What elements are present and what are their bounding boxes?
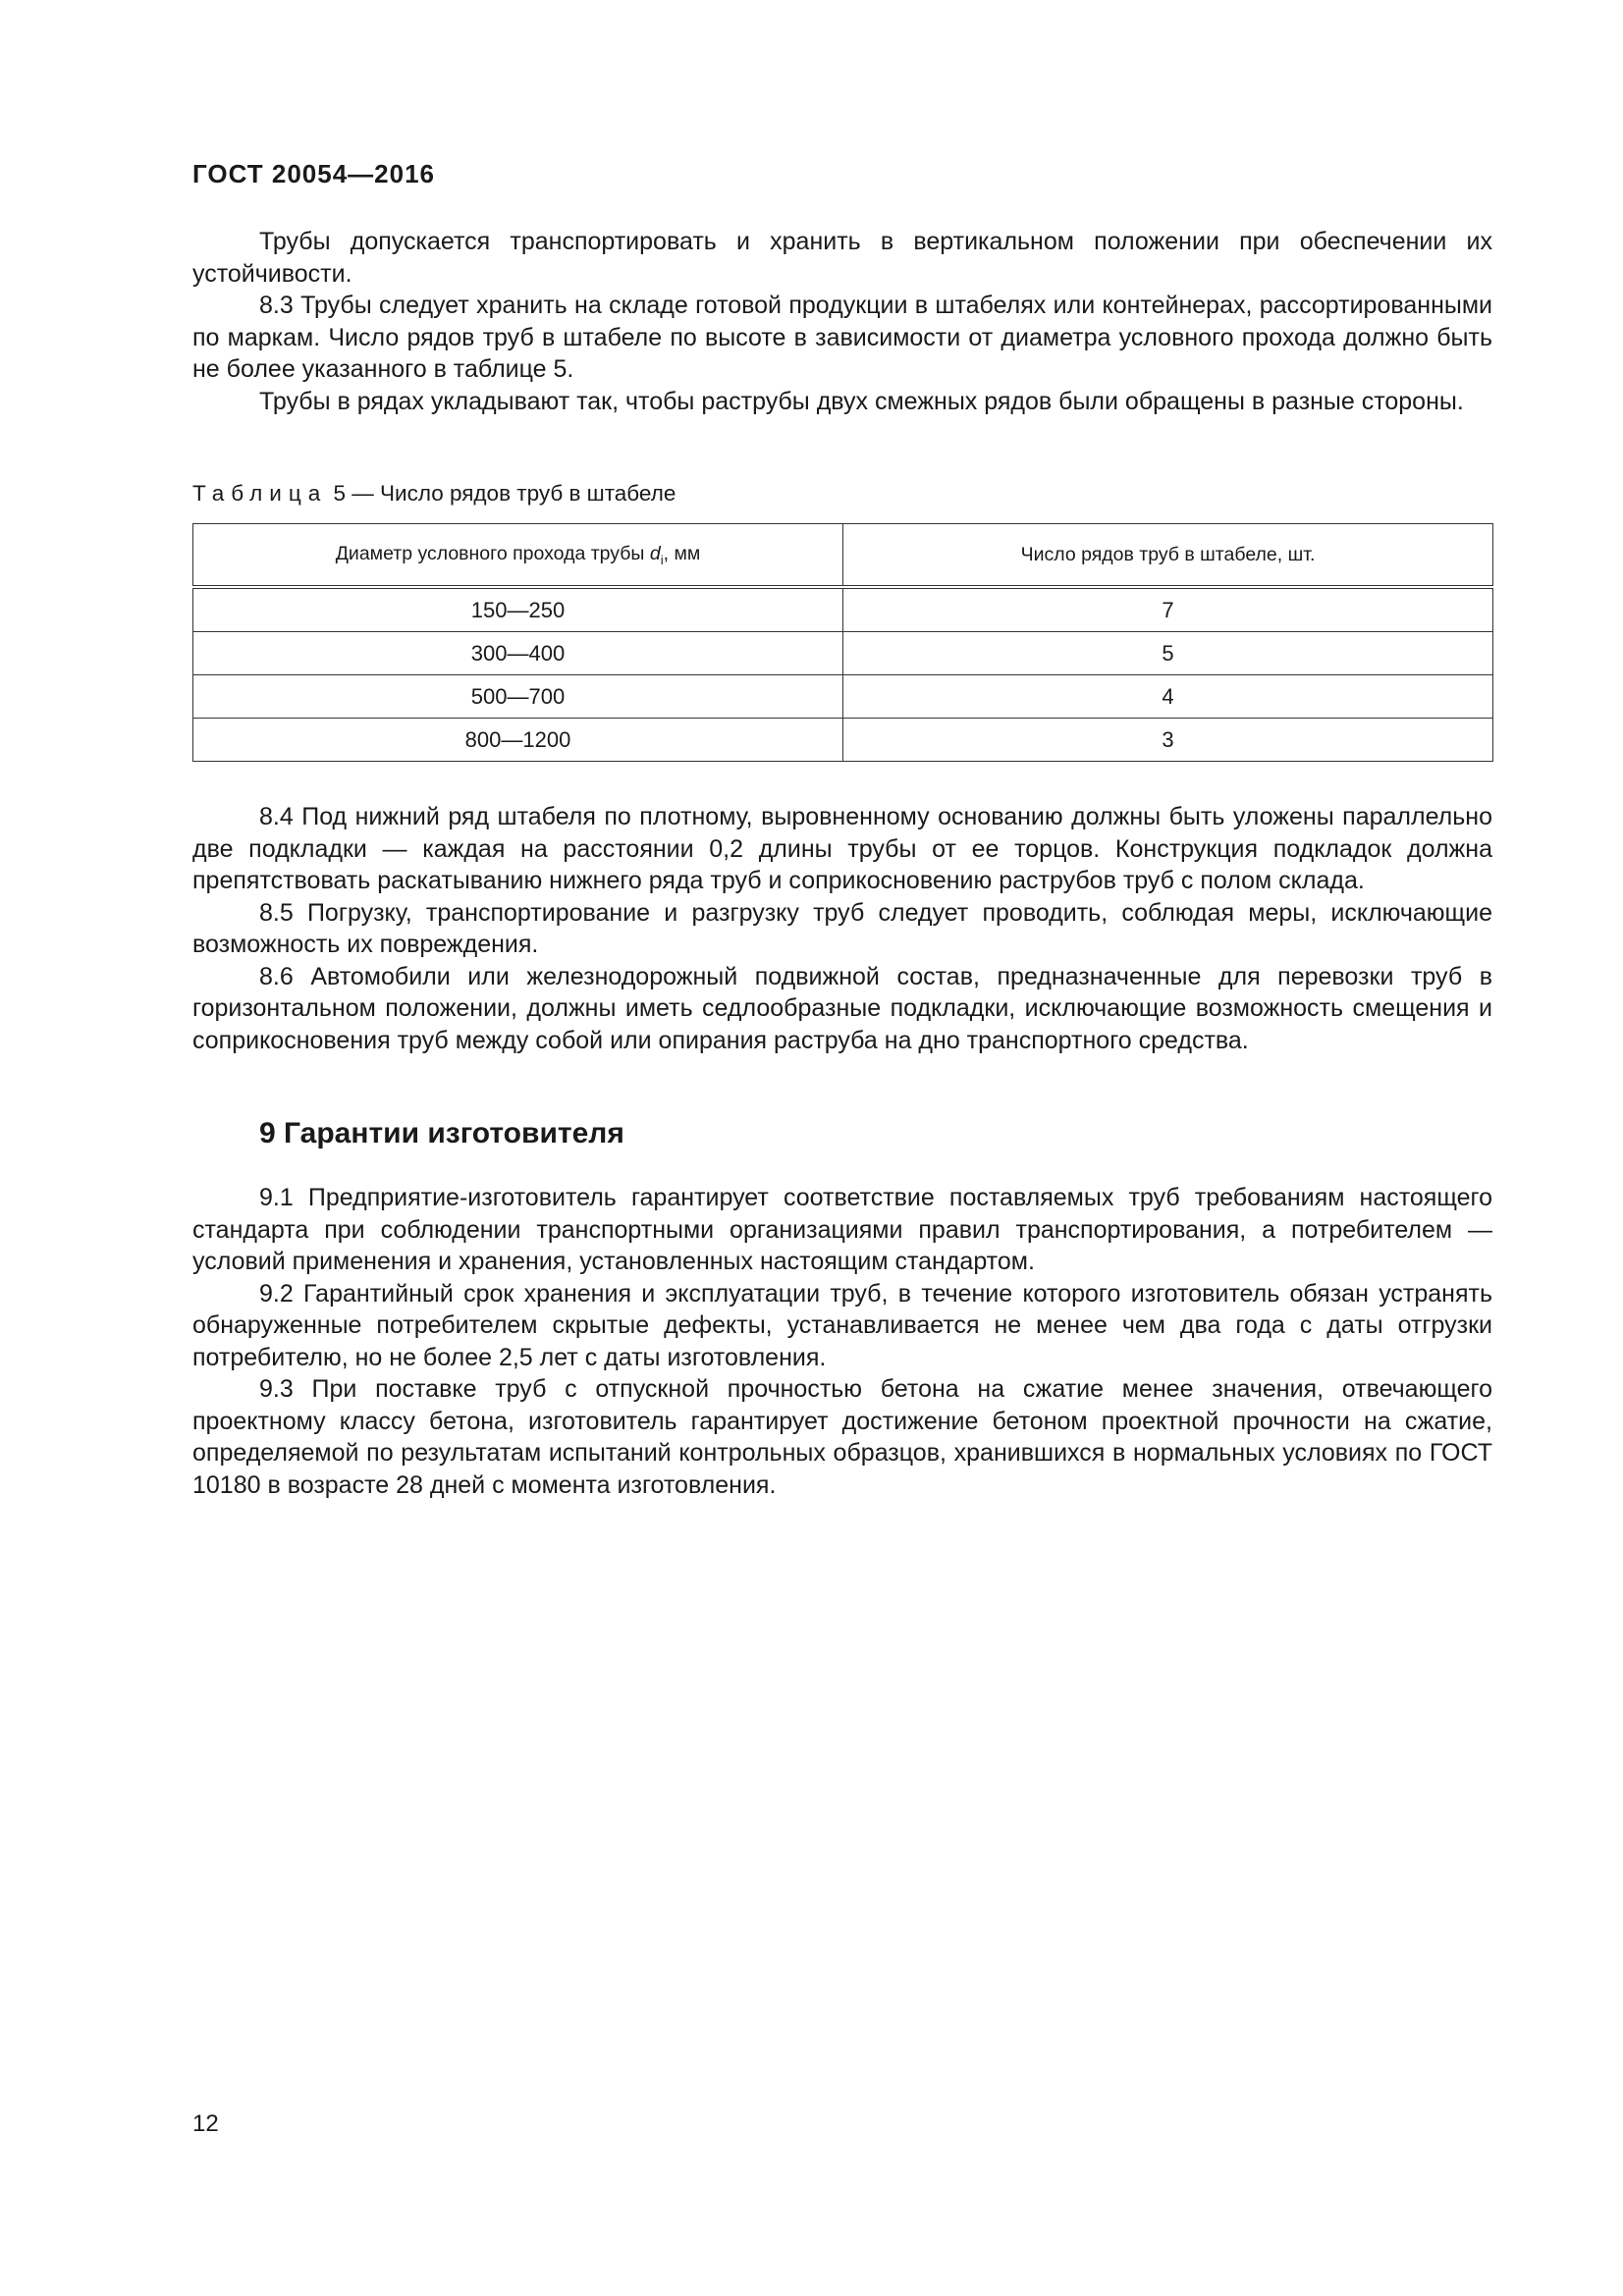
table-header-row <box>193 524 1493 588</box>
cell-diameter: 150—250 <box>193 587 843 632</box>
table-row <box>193 675 1493 719</box>
header-diameter: Диаметр условного прохода трубы $d_i$, мм <box>193 524 843 588</box>
table-row <box>193 719 1493 762</box>
cell-rows-count: 7 <box>843 587 1493 632</box>
table-caption <box>192 481 676 507</box>
paragraph-8-5: 8.5 Погрузку, транспортирование и разгрузку труб следует проводить, соблюдая меры, исключающие возможность их повреждения. <box>192 898 1492 958</box>
cell-rows-count: 4 <box>843 675 1493 719</box>
paragraphs-middle <box>192 801 1492 1056</box>
cell-diameter: 300—400 <box>193 632 843 675</box>
paragraph-9-3: 9.3 При поставке труб с отпускной прочностью бетона на сжатие менее значения, отвечающего проектному классу бетона, изготовитель гарантирует достижение бетоном проектной прочности на сжатие, определяемой по результатам испытаний контрольных образцов, хранившихся в нормальных условиях по ГОСТ 10180 в возрасте 28 дней с момента изготовления. <box>192 1375 1492 1499</box>
cell-diameter: 800—1200 <box>193 719 843 762</box>
paragraph-8-3: 8.3 Трубы следует хранить на складе готовой продукции в штабелях или контейнерах, рассортированными по маркам. Число рядов труб в штабеле по высоте в зависимости от диаметра условного прохода должно быть не более указанного в таблице 5. <box>192 292 1492 383</box>
page-number: 12 <box>192 2110 219 2137</box>
table-caption-word: Таблица <box>192 481 328 506</box>
cell-rows-count: 3 <box>843 719 1493 762</box>
standard-code: ГОСТ 20054—2016 <box>192 159 435 188</box>
paragraph-vertical-storage: Трубы допускается транспортировать и хранить в вертикальном положении при обеспечении их устойчивости. <box>192 228 1492 288</box>
table-row <box>193 632 1493 675</box>
section-9-title: 9 Гарантии изготовителя <box>259 1117 624 1149</box>
paragraph-rows-orientation: Трубы в рядах укладывают так, чтобы раструбы двух смежных рядов были обращены в разные стороны. <box>259 387 1464 415</box>
cell-diameter: 500—700 <box>193 675 843 719</box>
paragraph-8-6: 8.6 Автомобили или железнодорожный подвижной состав, предназначенные для перевозки труб в горизонтальном положении, должны иметь седлообразные подкладки, исключающие возможность смещения и соприкосновения труб между собой или опирания раструба на дно транспортного средства. <box>192 962 1492 1054</box>
table-5 <box>192 523 1493 762</box>
table-row <box>193 587 1493 632</box>
section-9-paragraphs <box>192 1182 1492 1501</box>
cell-rows-count: 5 <box>843 632 1493 675</box>
table-caption-text: 5 — Число рядов труб в штабеле <box>333 481 676 506</box>
paragraph-9-2: 9.2 Гарантийный срок хранения и эксплуатации труб, в течение которого изготовитель обязан устранять обнаруженные потребителем скрытые дефекты, устанавливается не менее чем два года с даты отгрузки потребителю, но не более 2,5 лет с даты изготовления. <box>192 1279 1492 1371</box>
paragraph-8-4: 8.4 Под нижний ряд штабеля по плотному, выровненному основанию должны быть уложены параллельно две подкладки — каждая на расстоянии 0,2 длины трубы от ее торцов. Конструкция подкладок должна препятствовать раскатыванию нижнего ряда труб и соприкосновению раструбов труб с полом склада. <box>192 803 1492 894</box>
paragraphs-top <box>192 226 1492 417</box>
paragraph-9-1: 9.1 Предприятие-изготовитель гарантирует соответствие поставляемых труб требованиям настоящего стандарта при соблюдении транспортными организациями правил транспортирования, а потребителем — условий применения и хранения, установленных настоящим стандартом. <box>192 1184 1492 1275</box>
header-rows-count: Число рядов труб в штабеле, шт. <box>843 524 1493 588</box>
